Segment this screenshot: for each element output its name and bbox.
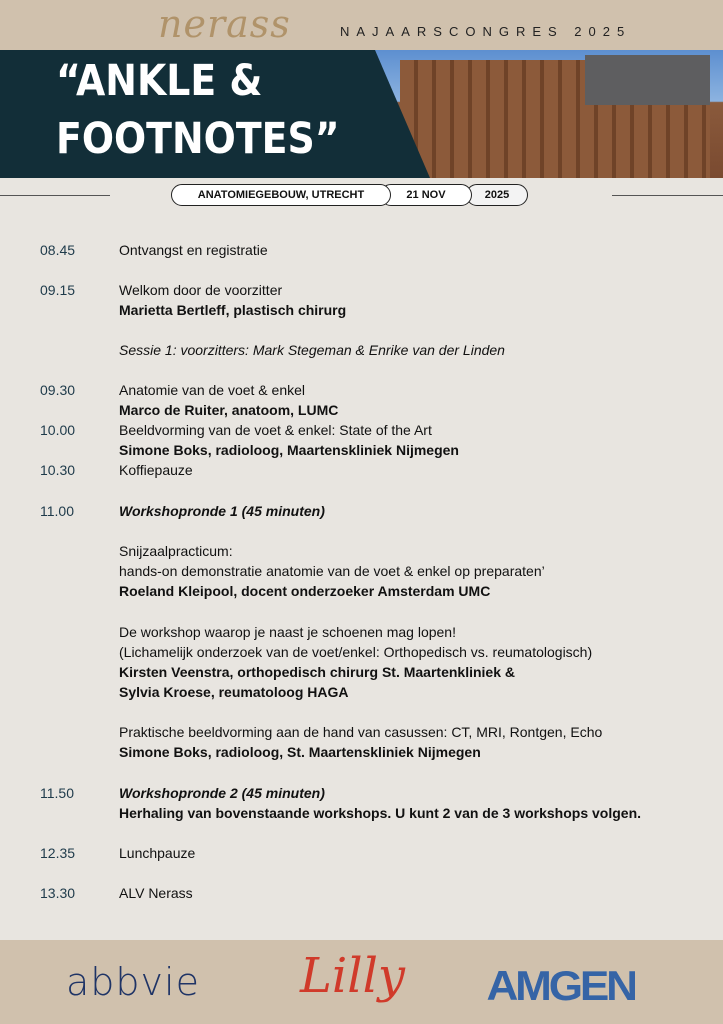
program-line: hands-on demonstratie anatomie van de voet & enkel op preparaten’ bbox=[119, 563, 545, 579]
program-time: 09.30 bbox=[40, 382, 76, 398]
program-line: Simone Boks, radioloog, Maartenskliniek Nijmegen bbox=[119, 442, 459, 458]
program-line: Simone Boks, radioloog, St. Maartenskliniek Nijmegen bbox=[119, 744, 481, 760]
program-line: (Lichamelijk onderzoek van de voet/enkel: Orthopedisch vs. reumatologisch) bbox=[119, 644, 593, 660]
program-time: 10.00 bbox=[40, 422, 76, 438]
nerass-logo: nerass bbox=[158, 2, 291, 46]
program-line: Herhaling van bovenstaande workshops. U kunt 2 van de 3 workshops volgen. bbox=[119, 805, 642, 821]
congres-label: NAJAARSCONGRES 2025 bbox=[340, 24, 632, 39]
program-line: Welkom door de voorzitter bbox=[119, 282, 283, 298]
divider-right bbox=[612, 195, 723, 196]
location-pill: ANATOMIEGEBOUW, UTRECHT bbox=[171, 184, 391, 206]
program-time: 13.30 bbox=[40, 885, 76, 901]
lilly-logo: Lilly bbox=[300, 948, 406, 1004]
program-line: Beeldvorming van de voet & enkel: State of the Art bbox=[119, 422, 432, 438]
program-line: Koffiepauze bbox=[119, 462, 193, 478]
program-time: 11.50 bbox=[40, 785, 74, 801]
program-line: Praktische beeldvorming aan de hand van casussen: CT, MRI, Rontgen, Echo bbox=[119, 724, 603, 740]
program-line: Sylvia Kroese, reumatoloog HAGA bbox=[119, 684, 349, 700]
program-line: ALV Nerass bbox=[119, 885, 193, 901]
program-line: De workshop waarop je naast je schoenen mag lopen! bbox=[119, 624, 456, 640]
program-line: Workshopronde 2 (45 minuten) bbox=[119, 785, 325, 801]
program-time: 11.00 bbox=[40, 503, 74, 519]
program-time: 08.45 bbox=[40, 242, 76, 258]
program-line: Marco de Ruiter, anatoom, LUMC bbox=[119, 402, 339, 418]
program-line: Kirsten Veenstra, orthopedisch chirurg St. Maartenkliniek & bbox=[119, 664, 515, 680]
program-line: Workshopronde 1 (45 minuten) bbox=[119, 503, 325, 519]
divider-left bbox=[0, 195, 110, 196]
program-line: Roeland Kleipool, docent onderzoeker Amsterdam UMC bbox=[119, 583, 491, 599]
program-time: 09.15 bbox=[40, 282, 76, 298]
program-line: Anatomie van de voet & enkel bbox=[119, 382, 306, 398]
program-line: Ontvangst en registratie bbox=[119, 242, 268, 258]
amgen-logo: AMGEN bbox=[486, 962, 635, 1009]
program-line: Marietta Bertleff, plastisch chirurg bbox=[119, 302, 347, 318]
program-time: 10.30 bbox=[40, 462, 76, 478]
date-pill: 21 NOV bbox=[380, 184, 472, 206]
title-line-1: “ANKLE & bbox=[56, 56, 263, 106]
program-line: Snijzaalpracticum: bbox=[119, 543, 233, 559]
program-time: 12.35 bbox=[40, 845, 76, 861]
year-pill: 2025 bbox=[466, 184, 528, 206]
program-line: Sessie 1: voorzitters: Mark Stegeman & Enrike van der Linden bbox=[119, 342, 505, 358]
building-roof bbox=[585, 55, 710, 105]
title-line-2: FOOTNOTES” bbox=[56, 114, 340, 164]
program-line: Lunchpauze bbox=[119, 845, 196, 861]
abbvie-logo: abbvie bbox=[66, 960, 200, 1004]
